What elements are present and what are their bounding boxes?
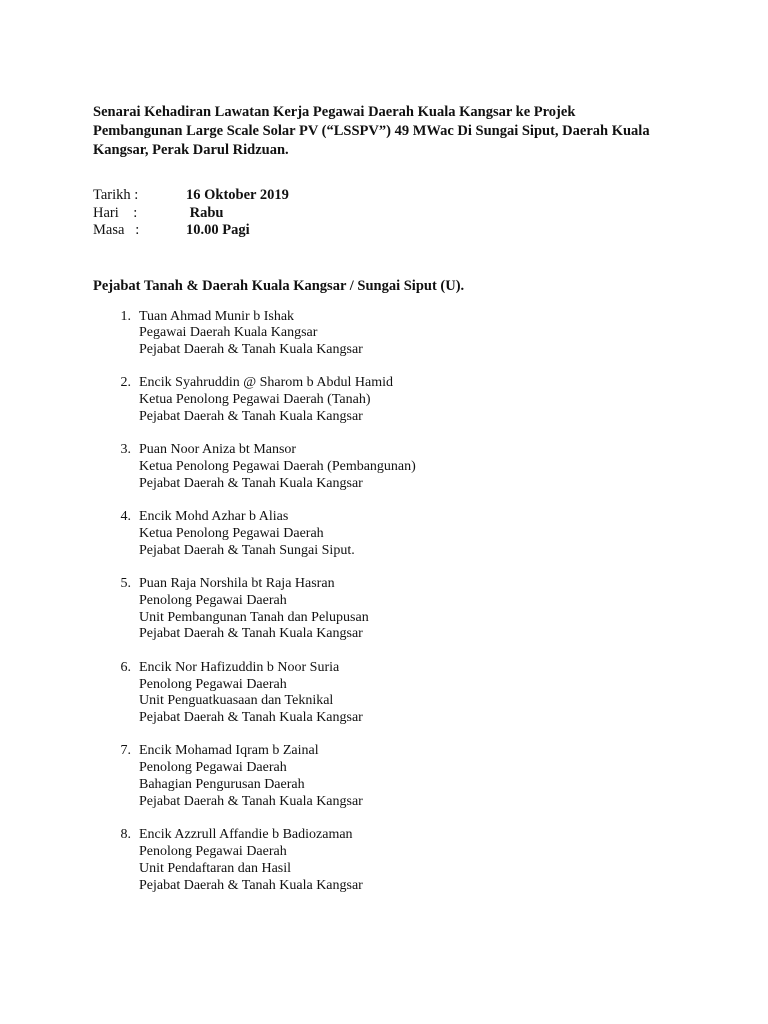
document-title: Senarai Kehadiran Lawatan Kerja Pegawai Daerah Kuala Kangsar ke Projek Pembangunan Large Scale Solar PV (“LSSPV”) 49 MWac Di Sungai Siput, Daerah Kuala Kangsar, Perak Darul Ridzuan.: [93, 104, 650, 158]
day-label: Hari :: [93, 204, 138, 221]
document-page: [93, 103, 733, 911]
list-item-number: 4.: [120, 509, 131, 525]
attendee-detail-line: Pejabat Daerah & Tanah Kuala Kangsar: [139, 342, 363, 358]
attendee-name: Encik Mohd Azhar b Alias: [139, 509, 289, 525]
attendee-details: [139, 375, 393, 425]
list-item: [93, 375, 733, 425]
attendee-details: [139, 660, 363, 727]
attendee-detail-line: Pejabat Daerah & Tanah Kuala Kangsar: [139, 408, 363, 424]
meeting-date-row: [93, 187, 733, 205]
attendee-detail-line: Pejabat Daerah & Tanah Kuala Kangsar: [139, 793, 363, 809]
attendee-detail-line: Unit Pendaftaran dan Hasil: [139, 860, 292, 876]
attendee-details: [139, 509, 355, 559]
attendee-detail-line: Pejabat Daerah & Tanah Kuala Kangsar: [139, 475, 363, 491]
list-item-number: 6.: [120, 659, 131, 675]
list-item: [93, 509, 733, 559]
attendee-detail-line: Pegawai Daerah Kuala Kangsar: [139, 325, 318, 341]
meeting-time-row: [93, 222, 733, 240]
attendee-name: Encik Syahruddin @ Sharom b Abdul Hamid: [139, 375, 393, 391]
attendee-detail-line: Pejabat Daerah & Tanah Kuala Kangsar: [139, 710, 363, 726]
list-item: [93, 442, 733, 492]
list-item-number: 8.: [120, 827, 131, 843]
time-label: Masa :: [93, 222, 140, 238]
attendee-detail-line: Pejabat Daerah & Tanah Sungai Siput.: [139, 542, 355, 558]
attendee-detail-line: Penolong Pegawai Daerah: [139, 843, 287, 859]
list-item: [93, 309, 733, 359]
attendee-name: Encik Azzrull Affandie b Badiozaman: [139, 827, 353, 843]
attendee-detail-line: Penolong Pegawai Daerah: [139, 592, 287, 608]
attendee-detail-line: Ketua Penolong Pegawai Daerah (Pembangunan): [139, 459, 416, 475]
attendee-details: [139, 827, 363, 894]
attendee-details: [139, 309, 363, 359]
meeting-day-row: [93, 205, 733, 223]
attendee-details: [139, 442, 416, 492]
attendee-name: Tuan Ahmad Munir b Ishak: [139, 308, 295, 324]
list-item: [93, 743, 733, 810]
attendee-name: Puan Noor Aniza bt Mansor: [139, 442, 297, 458]
list-item-number: 3.: [120, 442, 131, 458]
attendee-detail-line: Penolong Pegawai Daerah: [139, 760, 287, 776]
attendee-name: Encik Mohamad Iqram b Zainal: [139, 743, 319, 759]
list-item-number: 2.: [120, 375, 131, 391]
attendee-list: [93, 309, 733, 895]
date-value: 16 Oktober 2019: [186, 187, 289, 203]
list-item: [93, 827, 733, 894]
attendee-detail-line: Ketua Penolong Pegawai Daerah (Tanah): [139, 392, 371, 408]
attendee-details: [139, 576, 369, 643]
attendee-detail-line: Ketua Penolong Pegawai Daerah: [139, 525, 324, 541]
attendee-detail-line: Unit Penguatkuasaan dan Teknikal: [139, 693, 334, 709]
attendee-detail-line: Penolong Pegawai Daerah: [139, 676, 287, 692]
attendee-detail-line: Bahagian Pengurusan Daerah: [139, 777, 305, 793]
attendee-detail-line: Pejabat Daerah & Tanah Kuala Kangsar: [139, 626, 363, 642]
day-value: Rabu: [186, 204, 224, 221]
attendee-name: Puan Raja Norshila bt Raja Hasran: [139, 576, 335, 592]
list-item-number: 7.: [120, 743, 131, 759]
list-item: [93, 660, 733, 727]
attendee-name: Encik Nor Hafizuddin b Noor Suria: [139, 659, 340, 675]
list-item: [93, 576, 733, 643]
date-label: Tarikh :: [93, 187, 139, 203]
section-heading: Pejabat Tanah & Daerah Kuala Kangsar / Sungai Siput (U).: [93, 277, 465, 294]
meeting-details: [93, 187, 733, 240]
attendee-details: [139, 743, 363, 810]
list-item-number: 5.: [120, 576, 131, 592]
attendee-detail-line: Unit Pembangunan Tanah dan Pelupusan: [139, 609, 369, 625]
list-item-number: 1.: [120, 308, 131, 324]
time-value: 10.00 Pagi: [186, 222, 250, 238]
attendee-detail-line: Pejabat Daerah & Tanah Kuala Kangsar: [139, 877, 363, 893]
